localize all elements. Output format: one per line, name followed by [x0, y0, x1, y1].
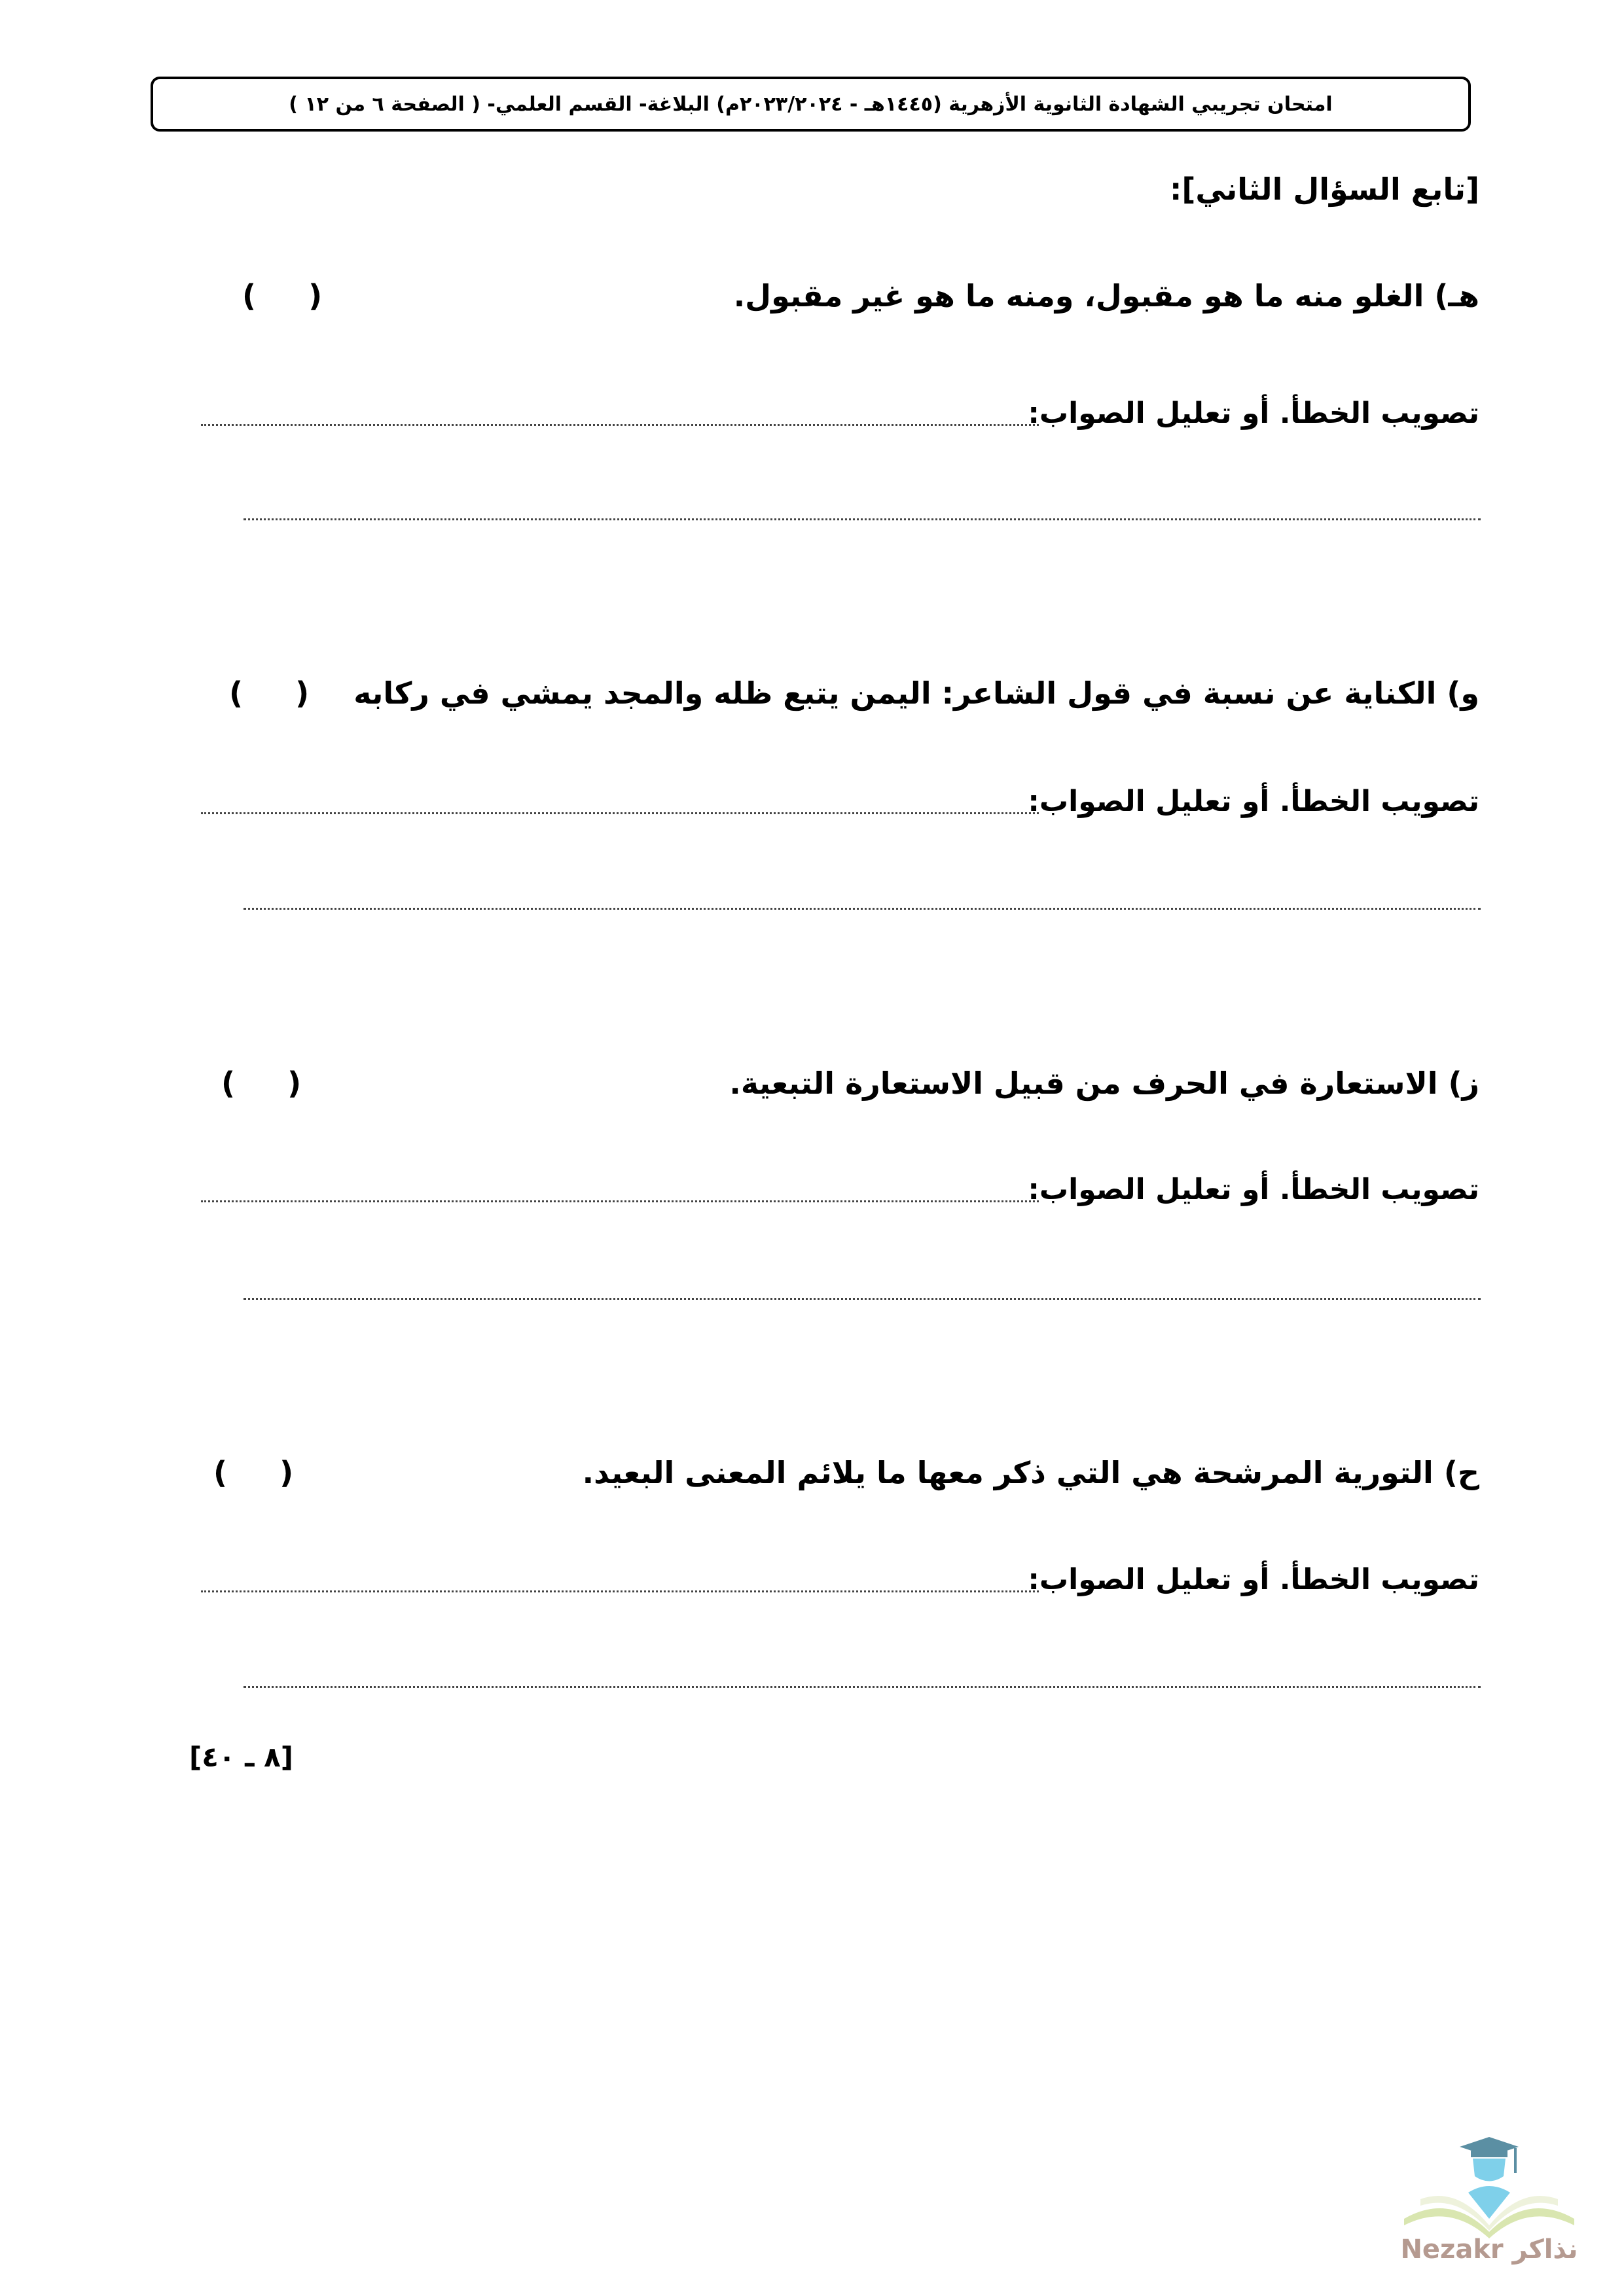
- score-label: [٨ ـ ٤٠]: [189, 1741, 293, 1773]
- answer-line[interactable]: [201, 424, 1039, 426]
- answer-parens[interactable]: ( ): [242, 278, 323, 314]
- answer-parens[interactable]: ( ): [213, 1455, 294, 1490]
- correction-label: تصويب الخطأ. أو تعليل الصواب:: [1028, 1173, 1479, 1206]
- page-header: [151, 77, 1471, 132]
- answer-line[interactable]: [201, 812, 1039, 814]
- question-item: هـ) الغلو منه ما هو مقبول، ومنه ما هو غير مقبول.: [733, 278, 1479, 314]
- answer-parens[interactable]: ( ): [221, 1066, 302, 1101]
- correction-label: تصويب الخطأ. أو تعليل الصواب:: [1028, 397, 1479, 430]
- answer-line[interactable]: [244, 908, 1481, 910]
- header-text: امتحان تجريبي الشهادة الثانوية الأزهرية (١٤٤٥هـ - ٢٠٢٣/٢٠٢٤م) البلاغة- القسم العلمي- ( الصفحة ٦ من ١٢ ): [289, 92, 1333, 116]
- question-item: ز) الاستعارة في الحرف من قبيل الاستعارة التبعية.: [729, 1066, 1479, 1101]
- section-title: [تابع السؤال الثاني]:: [1170, 171, 1479, 207]
- question-item: و) الكناية عن نسبة في قول الشاعر: اليمن يتبع ظله والمجد يمشي في ركابه: [353, 675, 1479, 711]
- answer-line[interactable]: [244, 1298, 1481, 1300]
- correction-label: تصويب الخطأ. أو تعليل الصواب:: [1028, 1563, 1479, 1596]
- answer-line[interactable]: [244, 518, 1481, 520]
- question-item: ح) التورية المرشحة هي التي ذكر معها ما يلائم المعنى البعيد.: [582, 1455, 1479, 1490]
- answer-line[interactable]: [201, 1200, 1039, 1202]
- graduate-book-icon: [1391, 2121, 1587, 2265]
- correction-label: تصويب الخطأ. أو تعليل الصواب:: [1028, 785, 1479, 818]
- answer-line[interactable]: [201, 1590, 1039, 1592]
- answer-parens[interactable]: ( ): [229, 675, 310, 711]
- watermark-logo: [1391, 2121, 1587, 2265]
- answer-line[interactable]: [244, 1686, 1481, 1688]
- svg-text:Nezakr نذاكر: Nezakr نذاكر: [1400, 2234, 1578, 2265]
